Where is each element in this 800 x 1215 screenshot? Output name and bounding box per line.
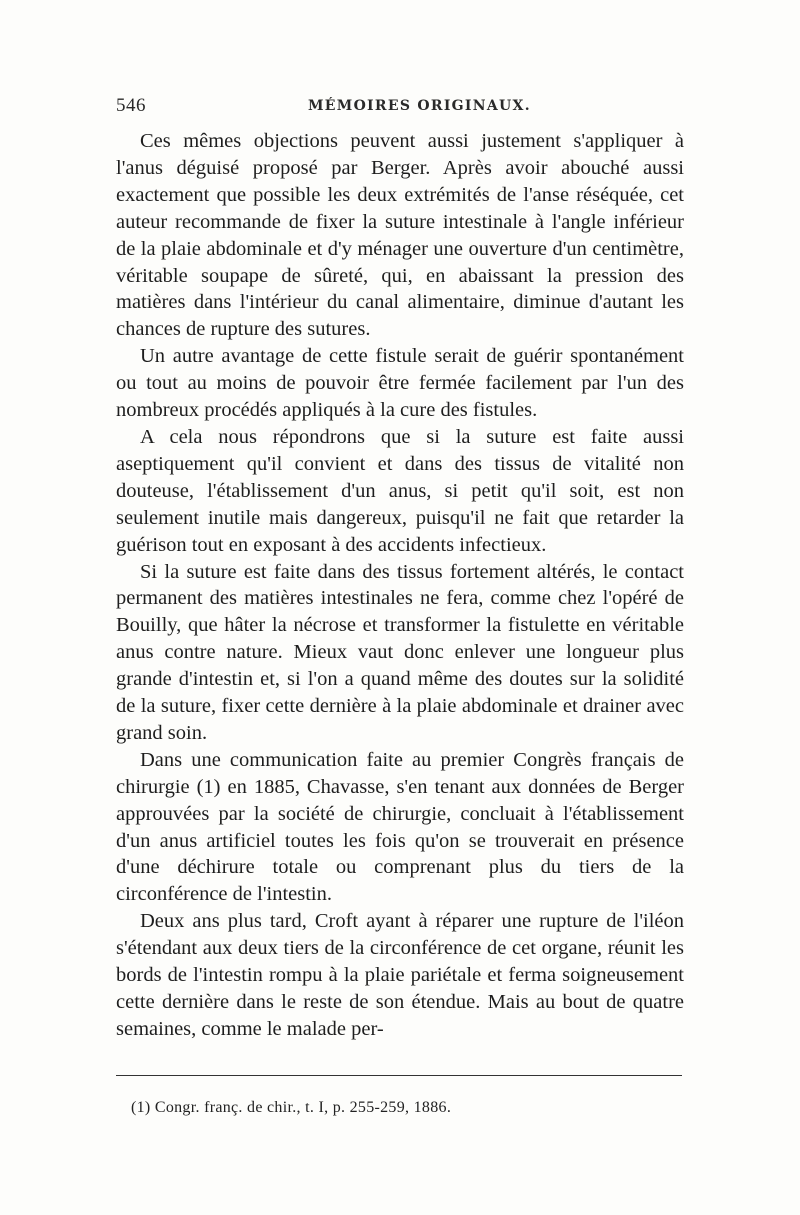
paragraph: Deux ans plus tard, Croft ayant à réparer une rupture de l'iléon s'étendant aux deux tiers de la circonférence de cet organe, réunit les bords de l'intestin rompu à la plaie pariétale et ferma soigneusement cette dernière dans le reste de son étendue. Mais au bout de quatre semaines, comme le malade per- [116, 910, 684, 1040]
page-number: 546 [116, 95, 146, 116]
footnote: (1) Congr. franç. de chir., t. I, p. 255-259, 1886. [131, 1099, 452, 1116]
paragraph: Si la suture est faite dans des tissus fortement altérés, le contact permanent des matières intestinales ne fera, comme chez l'opéré de Bouilly, que hâter la nécrose et transformer la fistulette en véritable anus contre nature. Mieux vaut donc enlever une longueur plus grande d'intestin et, si l'on a quand même des doutes sur la solidité de la suture, fixer cette dernière à la plaie abdominale et drainer avec grand soin. [116, 560, 684, 744]
paragraph: A cela nous répondrons que si la suture est faite aussi aseptiquement qu'il convient et dans des tissus de vitalité non douteuse, l'établissement d'un anus, si petit qu'il soit, est non seulement inutile mais dangereux, puisqu'il ne fait que retarder la guérison tout en exposant à des accidents infectieux. [116, 425, 684, 556]
body-text [116, 128, 684, 1043]
paragraph: Un autre avantage de cette fistule serait de guérir spontanément ou tout au moins de pouvoir être fermée facilement par l'un des nombreux procédés appliqués à la cure des fistules. [116, 345, 684, 422]
page-header [116, 95, 684, 119]
paragraph: Ces mêmes objections peuvent aussi justement s'appliquer à l'anus déguisé proposé par Berger. Après avoir abouché aussi exactement que possible les deux extrémités de l'anse réséquée, cet auteur recommande de fixer la suture intestinale à l'angle inférieur de la plaie abdominale et d'y ménager une ouverture d'un centimètre, véritable soupape de sûreté, qui, en abaissant la pression des matières dans l'intérieur du canal alimentaire, diminue d'autant les chances de rupture des sutures. [116, 130, 684, 341]
paragraph: Dans une communication faite au premier Congrès français de chirurgie (1) en 1885, Chavasse, s'en tenant aux données de Berger approuvées par la société de chirurgie, concluait à l'établissement d'un anus artificiel toutes les fois qu'on se trouverait en présence d'une déchirure totale ou comprenant plus du tiers de la circonférence de l'intestin. [116, 748, 684, 906]
running-title: MÉMOIRES ORIGINAUX. [308, 98, 531, 114]
footnote-rule [116, 1075, 682, 1076]
